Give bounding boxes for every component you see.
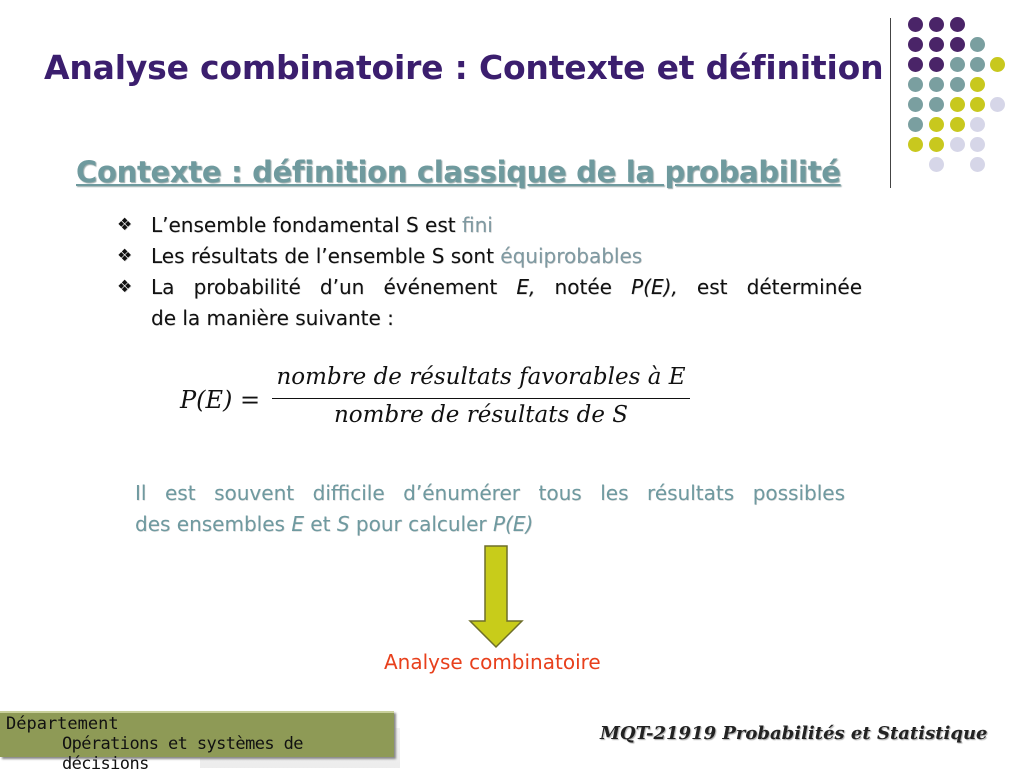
dot: [970, 117, 985, 132]
dot: [950, 97, 965, 112]
note-fragment: et: [303, 512, 337, 536]
dot: [908, 97, 923, 112]
down-arrow-icon: [468, 545, 524, 649]
dot: [970, 37, 985, 52]
set-e-symbol: E: [291, 512, 304, 536]
bullet-line-2: de la manière suivante :: [151, 306, 394, 330]
bullet-text: notée: [535, 275, 632, 299]
bullet-text: L’ensemble fondamental S est: [151, 213, 462, 237]
dot: [950, 37, 965, 52]
page-title: Analyse combinatoire : Contexte et définition: [44, 48, 884, 87]
dot: [929, 17, 944, 32]
dot: [929, 97, 944, 112]
dot: [990, 97, 1005, 112]
dot: [970, 97, 985, 112]
bullet-text: est déterminée: [677, 275, 863, 299]
bullet-highlight: équiprobables: [500, 244, 643, 268]
formula-numerator: nombre de résultats favorables à E: [276, 364, 686, 390]
dot: [908, 137, 923, 152]
dot: [908, 117, 923, 132]
dot: [950, 57, 965, 72]
bullet-text: Les résultats de l’ensemble S sont: [151, 244, 501, 268]
dot: [929, 77, 944, 92]
title-divider: [890, 18, 891, 188]
dot: [970, 77, 985, 92]
dot: [950, 117, 965, 132]
dot: [908, 77, 923, 92]
dot: [950, 17, 965, 32]
bullet-line: [151, 272, 862, 303]
dot: [970, 137, 985, 152]
dot: [990, 57, 1005, 72]
dot: [908, 57, 923, 72]
note-fragment: des ensembles: [135, 512, 292, 536]
bullet-highlight: fini: [461, 213, 493, 237]
dot: [908, 37, 923, 52]
diamond-bullet-icon: ❖: [117, 246, 133, 266]
course-footer: MQT-21919 Probabilités et Statistique: [600, 723, 988, 744]
dot: [950, 77, 965, 92]
section-subtitle: Contexte : définition classique de la probabilité: [76, 155, 841, 189]
dot: [950, 137, 965, 152]
note-fragment: pour calculer: [349, 512, 493, 536]
diamond-bullet-icon: ❖: [117, 277, 133, 297]
list-item: [117, 210, 862, 241]
event-symbol: E,: [516, 275, 536, 299]
bullet-text: La probabilité d’un événement: [151, 275, 517, 299]
department-line-1: Département: [6, 714, 119, 734]
set-s-symbol: S: [336, 512, 350, 536]
dot: [929, 117, 944, 132]
note-line-1: Il est souvent difficile d’énumérer tous les résultats possibles: [135, 481, 845, 505]
formula-denominator: nombre de résultats de S: [333, 402, 629, 428]
dot: [929, 137, 944, 152]
fraction-bar: [272, 398, 690, 399]
probability-symbol: P(E),: [631, 275, 678, 299]
dot: [908, 17, 923, 32]
dot: [970, 157, 985, 172]
probability-formula: [180, 362, 700, 442]
list-item: [117, 272, 862, 334]
diamond-bullet-icon: ❖: [117, 215, 133, 235]
dot: [929, 157, 944, 172]
probability-symbol: P(E): [493, 512, 534, 536]
note-text: [135, 478, 845, 540]
result-label: Analyse combinatoire: [384, 650, 601, 674]
formula-lhs: P(E) =: [180, 386, 261, 414]
decorative-dot-grid: [0, 0, 1024, 180]
bullet-list: [117, 210, 862, 334]
department-banner: [0, 711, 394, 774]
dot: [929, 57, 944, 72]
note-line-2: [135, 512, 533, 536]
department-line-2: Opérations et systèmes de décisions: [62, 734, 303, 774]
list-item: [117, 241, 862, 272]
dot: [970, 57, 985, 72]
dot: [929, 37, 944, 52]
